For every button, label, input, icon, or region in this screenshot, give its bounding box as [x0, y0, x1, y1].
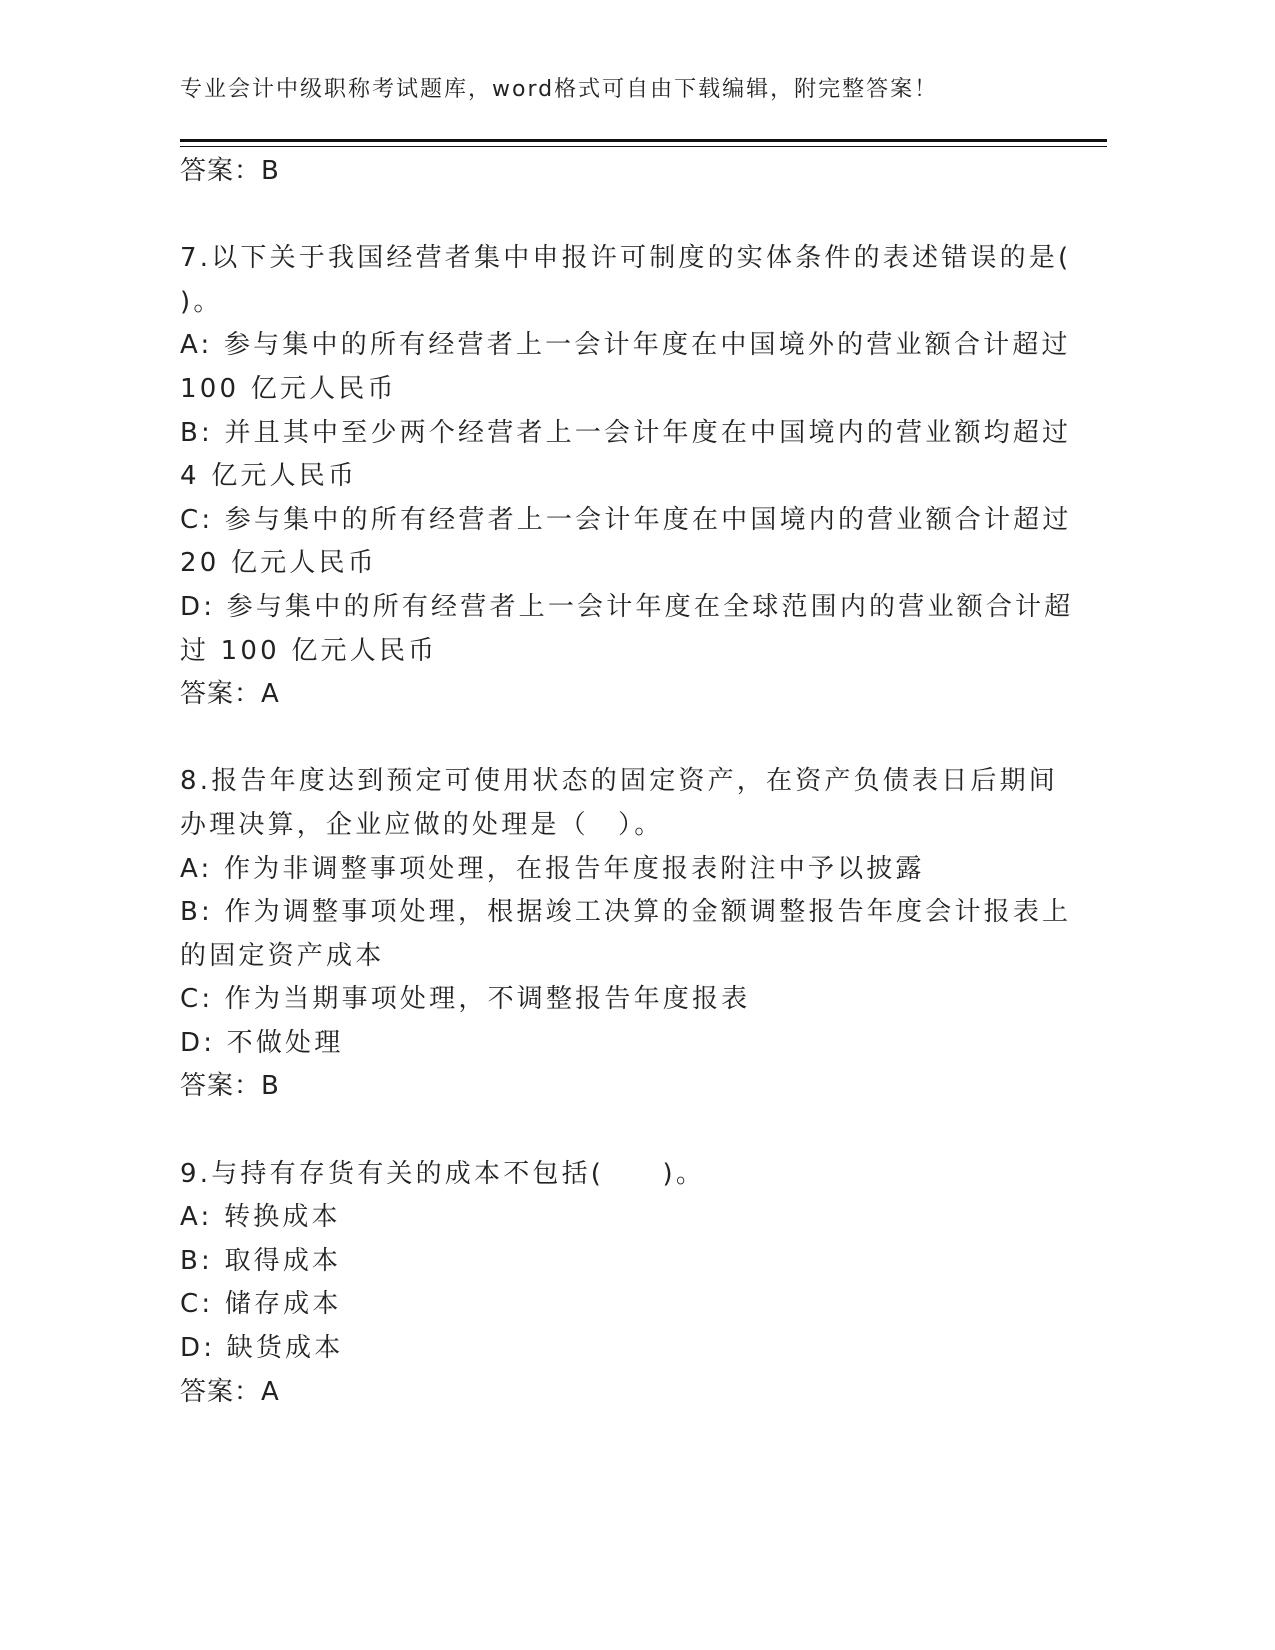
- option-line: B: 作为调整事项处理，根据竣工决算的金额调整报告年度会计报表上: [180, 897, 1072, 928]
- option-line: A: 转换成本: [180, 1202, 341, 1233]
- header-rule-thin: [180, 146, 1107, 147]
- spacer: [180, 1109, 1040, 1153]
- previous-answer: 答案：B: [180, 156, 280, 186]
- document-body: [180, 150, 1074, 1414]
- answer-line: 答案：A: [180, 679, 280, 710]
- option-line: D: 不做处理: [180, 1027, 344, 1058]
- header-rule: [180, 139, 1107, 142]
- option-line: D: 参与集中的所有经营者上一会计年度在全球范围内的营业额合计超: [180, 591, 1074, 622]
- question-stem-line: 9.与持有存货有关的成本不包括( )。: [180, 1158, 706, 1189]
- option-line: 100 亿元人民币: [180, 373, 397, 404]
- answer-line: 答案：B: [180, 1071, 280, 1102]
- option-line: 20 亿元人民币: [180, 548, 377, 579]
- spacer: [180, 717, 1040, 761]
- answer-line: 答案：A: [180, 1376, 280, 1407]
- option-line: B: 取得成本: [180, 1245, 342, 1276]
- option-line: D: 缺货成本: [180, 1333, 344, 1364]
- option-line: 的固定资产成本: [180, 940, 385, 971]
- question-stem-line: 8.报告年度达到预定可使用状态的固定资产，在资产负债表日后期间: [180, 766, 1059, 797]
- question-7: [180, 237, 1074, 717]
- option-line: 过 100 亿元人民币: [180, 635, 438, 666]
- option-line: C: 参与集中的所有经营者上一会计年度在中国境内的营业额合计超过: [180, 504, 1072, 535]
- question-9: [180, 1153, 1040, 1415]
- question-8: [180, 760, 1072, 1109]
- option-line: C: 作为当期事项处理，不调整报告年度报表: [180, 984, 751, 1015]
- option-line: C: 储存成本: [180, 1289, 342, 1320]
- option-line: A: 作为非调整事项处理，在报告年度报表附注中予以披露: [180, 853, 925, 884]
- question-stem-line: )。: [180, 286, 223, 317]
- spacer: [180, 194, 1040, 238]
- page-header: 专业会计中级职称考试题库，word格式可自由下载编辑，附完整答案！: [180, 77, 939, 102]
- option-line: B: 并且其中至少两个经营者上一会计年度在中国境内的营业额均超过: [180, 417, 1072, 448]
- question-stem-line: 7.以下关于我国经营者集中申报许可制度的实体条件的表述错误的是(: [180, 243, 1072, 274]
- option-line: 4 亿元人民币: [180, 461, 358, 492]
- question-stem-line: 办理决算，企业应做的处理是（ ）。: [180, 809, 664, 840]
- option-line: A: 参与集中的所有经营者上一会计年度在中国境外的营业额合计超过: [180, 330, 1071, 361]
